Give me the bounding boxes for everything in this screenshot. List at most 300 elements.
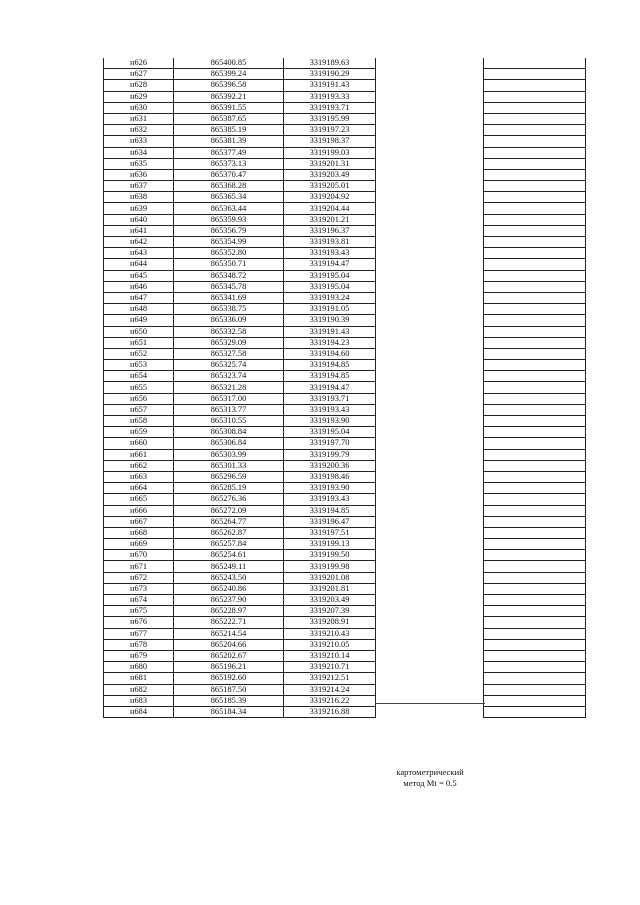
y-coordinate-cell: 3319196.37: [284, 225, 376, 236]
empty-cell: [484, 416, 586, 427]
table-row: [104, 136, 586, 147]
empty-cell: [484, 337, 586, 348]
empty-cell: [484, 125, 586, 136]
method-cell: [376, 315, 484, 326]
x-coordinate-cell: 865276.36: [174, 494, 284, 505]
point-id-cell: н658: [104, 416, 174, 427]
method-cell: [376, 650, 484, 661]
empty-cell: [484, 360, 586, 371]
method-cell: [376, 516, 484, 527]
y-coordinate-cell: 3319216.22: [284, 695, 376, 706]
point-id-cell: н665: [104, 494, 174, 505]
table-row: [104, 348, 586, 359]
method-cell: [376, 136, 484, 147]
y-coordinate-cell: 3319195.04: [284, 270, 376, 281]
point-id-cell: н649: [104, 315, 174, 326]
x-coordinate-cell: 865192.60: [174, 673, 284, 684]
method-cell: [376, 292, 484, 303]
method-cell: [376, 326, 484, 337]
y-coordinate-cell: 3319201.21: [284, 214, 376, 225]
table-row: [104, 337, 586, 348]
x-coordinate-cell: 865373.13: [174, 158, 284, 169]
y-coordinate-cell: 3319201.81: [284, 583, 376, 594]
method-cell: [376, 69, 484, 80]
x-coordinate-cell: 865237.90: [174, 595, 284, 606]
empty-cell: [484, 80, 586, 91]
point-id-cell: н631: [104, 113, 174, 124]
method-cell: [376, 706, 484, 717]
method-cell: [376, 147, 484, 158]
method-note: [375, 767, 485, 789]
x-coordinate-cell: 865254.61: [174, 550, 284, 561]
point-id-cell: н641: [104, 225, 174, 236]
table-row: [104, 292, 586, 303]
empty-cell: [484, 382, 586, 393]
empty-cell: [484, 69, 586, 80]
empty-cell: [484, 326, 586, 337]
y-coordinate-cell: 3319194.23: [284, 337, 376, 348]
table-row: [104, 237, 586, 248]
y-coordinate-cell: 3319210.14: [284, 650, 376, 661]
method-cell: [376, 192, 484, 203]
table-row: [104, 203, 586, 214]
coordinates-table-body: [104, 58, 586, 718]
empty-cell: [484, 695, 586, 706]
point-id-cell: н671: [104, 561, 174, 572]
method-cell: [376, 662, 484, 673]
y-coordinate-cell: 3319201.08: [284, 572, 376, 583]
x-coordinate-cell: 865336.09: [174, 315, 284, 326]
x-coordinate-cell: 865325.74: [174, 360, 284, 371]
point-id-cell: н652: [104, 348, 174, 359]
table-row: [104, 494, 586, 505]
x-coordinate-cell: 865306.84: [174, 438, 284, 449]
y-coordinate-cell: 3319210.43: [284, 628, 376, 639]
point-id-cell: н670: [104, 550, 174, 561]
point-id-cell: н637: [104, 181, 174, 192]
x-coordinate-cell: 865385.19: [174, 125, 284, 136]
method-cell: [376, 169, 484, 180]
x-coordinate-cell: 865381.39: [174, 136, 284, 147]
point-id-cell: н626: [104, 58, 174, 69]
y-coordinate-cell: 3319208.91: [284, 617, 376, 628]
method-cell: [376, 237, 484, 248]
empty-cell: [484, 225, 586, 236]
point-id-cell: н638: [104, 192, 174, 203]
point-id-cell: н627: [104, 69, 174, 80]
table-row: [104, 438, 586, 449]
empty-cell: [484, 438, 586, 449]
empty-cell: [484, 237, 586, 248]
point-id-cell: н643: [104, 248, 174, 259]
method-cell: [376, 304, 484, 315]
method-cell: [376, 259, 484, 270]
point-id-cell: н675: [104, 606, 174, 617]
method-cell: [376, 427, 484, 438]
point-id-cell: н683: [104, 695, 174, 706]
table-row: [104, 427, 586, 438]
y-coordinate-cell: 3319199.79: [284, 449, 376, 460]
table-row: [104, 505, 586, 516]
x-coordinate-cell: 865332.58: [174, 326, 284, 337]
point-id-cell: н645: [104, 270, 174, 281]
x-coordinate-cell: 865370.47: [174, 169, 284, 180]
empty-cell: [484, 371, 586, 382]
y-coordinate-cell: 3319193.71: [284, 102, 376, 113]
point-id-cell: н680: [104, 662, 174, 673]
method-cell: [376, 583, 484, 594]
y-coordinate-cell: 3319204.92: [284, 192, 376, 203]
y-coordinate-cell: 3319191.43: [284, 80, 376, 91]
method-cell: [376, 617, 484, 628]
y-coordinate-cell: 3319199.13: [284, 539, 376, 550]
y-coordinate-cell: 3319201.31: [284, 158, 376, 169]
empty-cell: [484, 516, 586, 527]
x-coordinate-cell: 865323.74: [174, 371, 284, 382]
method-cell: [376, 393, 484, 404]
table-row: [104, 673, 586, 684]
x-coordinate-cell: 865202.67: [174, 650, 284, 661]
empty-cell: [484, 393, 586, 404]
x-coordinate-cell: 865400.85: [174, 58, 284, 69]
y-coordinate-cell: 3319193.90: [284, 416, 376, 427]
empty-cell: [484, 292, 586, 303]
empty-cell: [484, 315, 586, 326]
table-row: [104, 91, 586, 102]
empty-cell: [484, 281, 586, 292]
table-row: [104, 225, 586, 236]
x-coordinate-cell: 865348.72: [174, 270, 284, 281]
y-coordinate-cell: 3319195.99: [284, 113, 376, 124]
x-coordinate-cell: 865399.24: [174, 69, 284, 80]
table-row: [104, 281, 586, 292]
empty-cell: [484, 113, 586, 124]
y-coordinate-cell: 3319199.50: [284, 550, 376, 561]
method-cell: [376, 270, 484, 281]
empty-cell: [484, 471, 586, 482]
x-coordinate-cell: 865310.55: [174, 416, 284, 427]
table-row: [104, 471, 586, 482]
x-coordinate-cell: 865377.49: [174, 147, 284, 158]
point-id-cell: н633: [104, 136, 174, 147]
y-coordinate-cell: 3319193.71: [284, 393, 376, 404]
x-coordinate-cell: 865308.84: [174, 427, 284, 438]
x-coordinate-cell: 865350.71: [174, 259, 284, 270]
method-cell: [376, 348, 484, 359]
x-coordinate-cell: 865214.54: [174, 628, 284, 639]
point-id-cell: н674: [104, 595, 174, 606]
x-coordinate-cell: 865313.77: [174, 404, 284, 415]
y-coordinate-cell: 3319194.85: [284, 371, 376, 382]
y-coordinate-cell: 3319197.70: [284, 438, 376, 449]
table-row: [104, 550, 586, 561]
x-coordinate-cell: 865222.71: [174, 617, 284, 628]
empty-cell: [484, 595, 586, 606]
x-coordinate-cell: 865341.69: [174, 292, 284, 303]
empty-cell: [484, 639, 586, 650]
table-row: [104, 315, 586, 326]
point-id-cell: н630: [104, 102, 174, 113]
y-coordinate-cell: 3319195.04: [284, 427, 376, 438]
table-row: [104, 404, 586, 415]
x-coordinate-cell: 865262.87: [174, 527, 284, 538]
method-cell: [376, 494, 484, 505]
point-id-cell: н634: [104, 147, 174, 158]
y-coordinate-cell: 3319194.85: [284, 360, 376, 371]
method-cell: [376, 371, 484, 382]
empty-cell: [484, 169, 586, 180]
x-coordinate-cell: 865338.75: [174, 304, 284, 315]
y-coordinate-cell: 3319193.24: [284, 292, 376, 303]
y-coordinate-cell: 3319198.46: [284, 471, 376, 482]
x-coordinate-cell: 865317.00: [174, 393, 284, 404]
x-coordinate-cell: 865303.99: [174, 449, 284, 460]
point-id-cell: н664: [104, 483, 174, 494]
x-coordinate-cell: 865354.99: [174, 237, 284, 248]
method-note-line1: картометрический: [396, 767, 464, 777]
method-cell: [376, 539, 484, 550]
y-coordinate-cell: 3319203.49: [284, 169, 376, 180]
method-group-separator: [375, 703, 485, 704]
table-row: [104, 572, 586, 583]
table-row: [104, 695, 586, 706]
point-id-cell: н646: [104, 281, 174, 292]
y-coordinate-cell: 3319197.51: [284, 527, 376, 538]
table-row: [104, 181, 586, 192]
method-cell: [376, 438, 484, 449]
empty-cell: [484, 606, 586, 617]
method-cell: [376, 684, 484, 695]
y-coordinate-cell: 3319197.23: [284, 125, 376, 136]
empty-cell: [484, 270, 586, 281]
method-cell: [376, 225, 484, 236]
y-coordinate-cell: 3319193.81: [284, 237, 376, 248]
point-id-cell: н642: [104, 237, 174, 248]
y-coordinate-cell: 3319199.98: [284, 561, 376, 572]
table-row: [104, 192, 586, 203]
point-id-cell: н655: [104, 382, 174, 393]
method-cell: [376, 416, 484, 427]
y-coordinate-cell: 3319205.01: [284, 181, 376, 192]
empty-cell: [484, 572, 586, 583]
table-row: [104, 460, 586, 471]
table-row: [104, 595, 586, 606]
x-coordinate-cell: 865363.44: [174, 203, 284, 214]
table-row: [104, 684, 586, 695]
point-id-cell: н673: [104, 583, 174, 594]
y-coordinate-cell: 3319189.63: [284, 58, 376, 69]
table-row: [104, 662, 586, 673]
table-row: [104, 449, 586, 460]
empty-cell: [484, 404, 586, 415]
method-cell: [376, 527, 484, 538]
y-coordinate-cell: 3319193.90: [284, 483, 376, 494]
empty-cell: [484, 259, 586, 270]
point-id-cell: н636: [104, 169, 174, 180]
table-row: [104, 147, 586, 158]
point-id-cell: н682: [104, 684, 174, 695]
method-cell: [376, 158, 484, 169]
x-coordinate-cell: 865204.66: [174, 639, 284, 650]
method-cell: [376, 80, 484, 91]
point-id-cell: н679: [104, 650, 174, 661]
point-id-cell: н659: [104, 427, 174, 438]
y-coordinate-cell: 3319199.03: [284, 147, 376, 158]
empty-cell: [484, 248, 586, 259]
empty-cell: [484, 158, 586, 169]
empty-cell: [484, 527, 586, 538]
method-cell: [376, 505, 484, 516]
x-coordinate-cell: 865396.58: [174, 80, 284, 91]
method-cell: [376, 695, 484, 706]
x-coordinate-cell: 865392.21: [174, 91, 284, 102]
table-row: [104, 393, 586, 404]
y-coordinate-cell: 3319193.33: [284, 91, 376, 102]
table-row: [104, 527, 586, 538]
empty-cell: [484, 91, 586, 102]
method-cell: [376, 248, 484, 259]
empty-cell: [484, 539, 586, 550]
y-coordinate-cell: 3319200.36: [284, 460, 376, 471]
x-coordinate-cell: 865240.86: [174, 583, 284, 594]
y-coordinate-cell: 3319193.43: [284, 248, 376, 259]
point-id-cell: н677: [104, 628, 174, 639]
table-row: [104, 583, 586, 594]
empty-cell: [484, 203, 586, 214]
table-row: [104, 169, 586, 180]
method-cell: [376, 561, 484, 572]
x-coordinate-cell: 865368.28: [174, 181, 284, 192]
method-cell: [376, 58, 484, 69]
x-coordinate-cell: 865249.11: [174, 561, 284, 572]
method-cell: [376, 572, 484, 583]
point-id-cell: н662: [104, 460, 174, 471]
point-id-cell: н650: [104, 326, 174, 337]
table-row: [104, 561, 586, 572]
x-coordinate-cell: 865387.65: [174, 113, 284, 124]
point-id-cell: н656: [104, 393, 174, 404]
table-row: [104, 214, 586, 225]
x-coordinate-cell: 865345.78: [174, 281, 284, 292]
y-coordinate-cell: 3319198.37: [284, 136, 376, 147]
empty-cell: [484, 505, 586, 516]
y-coordinate-cell: 3319216.88: [284, 706, 376, 717]
x-coordinate-cell: 865196.21: [174, 662, 284, 673]
method-cell: [376, 281, 484, 292]
empty-cell: [484, 102, 586, 113]
method-cell: [376, 181, 484, 192]
x-coordinate-cell: 865356.79: [174, 225, 284, 236]
method-cell: [376, 102, 484, 113]
table-row: [104, 304, 586, 315]
table-row: [104, 158, 586, 169]
x-coordinate-cell: 865228.97: [174, 606, 284, 617]
x-coordinate-cell: 865184.34: [174, 706, 284, 717]
table-row: [104, 113, 586, 124]
y-coordinate-cell: 3319190.29: [284, 69, 376, 80]
y-coordinate-cell: 3319210.71: [284, 662, 376, 673]
method-cell: [376, 125, 484, 136]
x-coordinate-cell: 865327.58: [174, 348, 284, 359]
table-row: [104, 371, 586, 382]
table-row: [104, 606, 586, 617]
x-coordinate-cell: 865296.59: [174, 471, 284, 482]
y-coordinate-cell: 3319190.39: [284, 315, 376, 326]
empty-cell: [484, 58, 586, 69]
x-coordinate-cell: 865391.55: [174, 102, 284, 113]
table-row: [104, 125, 586, 136]
x-coordinate-cell: 865285.19: [174, 483, 284, 494]
point-id-cell: н653: [104, 360, 174, 371]
y-coordinate-cell: 3319203.49: [284, 595, 376, 606]
point-id-cell: н648: [104, 304, 174, 315]
method-cell: [376, 404, 484, 415]
empty-cell: [484, 181, 586, 192]
point-id-cell: н669: [104, 539, 174, 550]
x-coordinate-cell: 865321.28: [174, 382, 284, 393]
point-id-cell: н644: [104, 259, 174, 270]
point-id-cell: н660: [104, 438, 174, 449]
table-row: [104, 639, 586, 650]
table-row: [104, 248, 586, 259]
table-row: [104, 706, 586, 717]
method-cell: [376, 595, 484, 606]
table-row: [104, 259, 586, 270]
table-row: [104, 102, 586, 113]
table-row: [104, 650, 586, 661]
x-coordinate-cell: 865365.34: [174, 192, 284, 203]
empty-cell: [484, 662, 586, 673]
x-coordinate-cell: 865352.80: [174, 248, 284, 259]
y-coordinate-cell: 3319210.05: [284, 639, 376, 650]
table-row: [104, 416, 586, 427]
point-id-cell: н668: [104, 527, 174, 538]
table-row: [104, 628, 586, 639]
point-id-cell: н639: [104, 203, 174, 214]
method-cell: [376, 337, 484, 348]
point-id-cell: н628: [104, 80, 174, 91]
table-row: [104, 382, 586, 393]
method-cell: [376, 113, 484, 124]
point-id-cell: н647: [104, 292, 174, 303]
method-cell: [376, 214, 484, 225]
point-id-cell: н684: [104, 706, 174, 717]
y-coordinate-cell: 3319191.43: [284, 326, 376, 337]
empty-cell: [484, 650, 586, 661]
empty-cell: [484, 147, 586, 158]
method-cell: [376, 360, 484, 371]
x-coordinate-cell: 865187.50: [174, 684, 284, 695]
y-coordinate-cell: 3319195.04: [284, 281, 376, 292]
y-coordinate-cell: 3319212.51: [284, 673, 376, 684]
empty-cell: [484, 348, 586, 359]
x-coordinate-cell: 865359.93: [174, 214, 284, 225]
method-cell: [376, 606, 484, 617]
point-id-cell: н654: [104, 371, 174, 382]
table-row: [104, 58, 586, 69]
y-coordinate-cell: 3319207.39: [284, 606, 376, 617]
x-coordinate-cell: 865264.77: [174, 516, 284, 527]
point-id-cell: н635: [104, 158, 174, 169]
x-coordinate-cell: 865272.09: [174, 505, 284, 516]
empty-cell: [484, 483, 586, 494]
empty-cell: [484, 561, 586, 572]
method-cell: [376, 639, 484, 650]
y-coordinate-cell: 3319193.43: [284, 494, 376, 505]
point-id-cell: н632: [104, 125, 174, 136]
table-row: [104, 617, 586, 628]
table-row: [104, 326, 586, 337]
